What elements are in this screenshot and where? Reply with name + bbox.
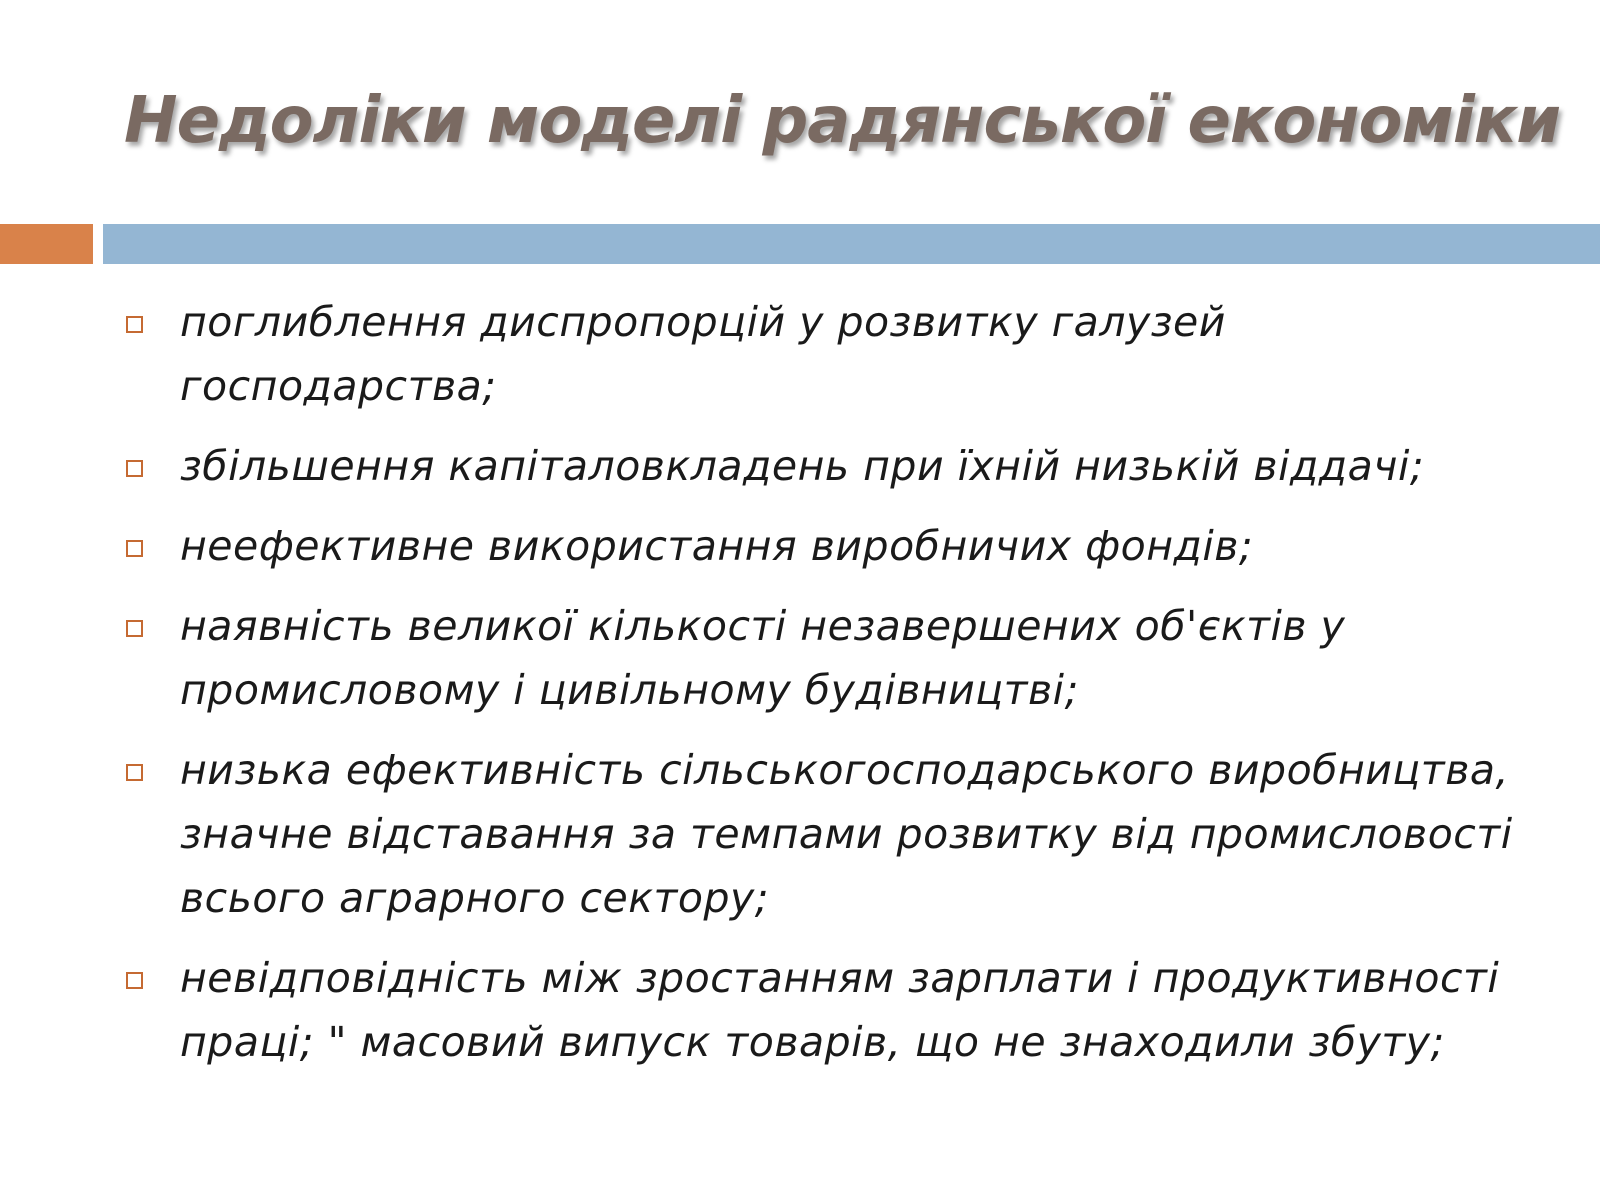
square-bullet-icon: [126, 764, 143, 781]
bullet-item: [0, 290, 1600, 418]
square-bullet-icon: [126, 620, 143, 637]
bullet-list: [0, 290, 1600, 1090]
bullet-text: низька ефективність сільськогосподарського виробництва, значне відставання за темпами розвитку від промисловості всього аграрного сектору;: [180, 746, 1513, 922]
bullet-text: невідповідність між зростанням зарплати і продуктивності праці; " масовий випуск товарів, що не знаходили збуту;: [180, 954, 1500, 1066]
square-bullet-icon: [126, 540, 143, 557]
slide-title: Недоліки моделі радянської економіки: [124, 84, 1561, 158]
bullet-text: неефективне використання виробничих фондів;: [180, 522, 1254, 570]
bullet-item: [0, 594, 1600, 722]
bullet-text: наявність великої кількості незавершених об'єктів у промисловому і цивільному будівництві;: [180, 602, 1346, 714]
accent-bar-orange: [0, 224, 93, 264]
bullet-text: збільшення капіталовкладень при їхній низькій віддачі;: [180, 442, 1425, 490]
bullet-text: поглиблення диспропорцій у розвитку галузей господарства;: [180, 298, 1226, 410]
bullet-item: [0, 946, 1600, 1074]
square-bullet-icon: [126, 316, 143, 333]
accent-bar-blue: [103, 224, 1600, 264]
square-bullet-icon: [126, 972, 143, 989]
bullet-item: [0, 434, 1600, 498]
square-bullet-icon: [126, 460, 143, 477]
bullet-item: [0, 514, 1600, 578]
bullet-item: [0, 738, 1600, 930]
